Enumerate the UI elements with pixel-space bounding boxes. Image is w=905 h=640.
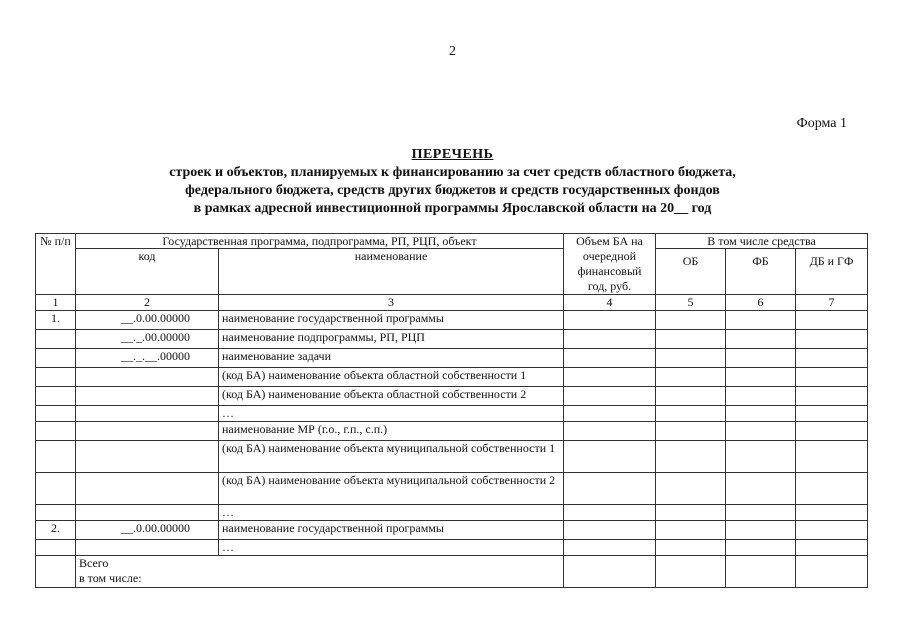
document-title <box>0 146 905 218</box>
page-number: 2 <box>449 44 456 59</box>
row-num <box>36 422 76 441</box>
row-code <box>76 473 219 505</box>
table-row <box>36 330 868 349</box>
title-line: в рамках адресной инвестиционной программы Ярославской области на 20__ год <box>193 201 712 216</box>
table-row <box>36 540 868 556</box>
header-volume: Объем БА на очередной финансовый год, руб. <box>564 234 656 295</box>
row-name: (код БА) наименование объекта муниципальной собственности 2 <box>219 473 564 505</box>
row-name: (код БА) наименование объекта муниципальной собственности 1 <box>219 441 564 473</box>
row-name: наименование подпрограммы, РП, РЦП <box>219 330 564 349</box>
table-row <box>36 505 868 521</box>
header-including: В том числе средства <box>656 234 868 249</box>
total-line: в том числе: <box>79 571 142 585</box>
row-name: (код БА) наименование объекта областной собственности 2 <box>219 387 564 406</box>
column-number: 7 <box>796 295 868 311</box>
row-code: __.0.00.00000 <box>76 521 219 540</box>
header-ob: ОБ <box>656 249 726 295</box>
table-row <box>36 311 868 330</box>
column-number: 4 <box>564 295 656 311</box>
row-name: … <box>219 505 564 521</box>
row-code <box>76 387 219 406</box>
table-row <box>36 387 868 406</box>
row-name: … <box>219 540 564 556</box>
row-num <box>36 387 76 406</box>
row-code <box>76 540 219 556</box>
row-name: наименование государственной программы <box>219 311 564 330</box>
table-row <box>36 441 868 473</box>
row-num <box>36 473 76 505</box>
row-code <box>76 368 219 387</box>
row-num <box>36 406 76 422</box>
column-number: 1 <box>36 295 76 311</box>
total-row <box>36 556 868 588</box>
header-code: код <box>76 249 219 295</box>
column-number: 3 <box>219 295 564 311</box>
row-num <box>36 441 76 473</box>
table-row <box>36 422 868 441</box>
header-num: № п/п <box>36 234 76 295</box>
row-name: … <box>219 406 564 422</box>
row-code: __._.00.00000 <box>76 330 219 349</box>
total-line: Всего <box>79 556 109 570</box>
title-main: ПЕРЕЧЕНЬ <box>411 147 494 162</box>
row-code <box>76 505 219 521</box>
column-number: 5 <box>656 295 726 311</box>
row-num <box>36 330 76 349</box>
title-line: строек и объектов, планируемых к финансированию за счет средств областного бюджета, <box>169 165 736 180</box>
table-row <box>36 473 868 505</box>
row-num <box>36 540 76 556</box>
row-name: наименование задачи <box>219 349 564 368</box>
row-code: __.0.00.00000 <box>76 311 219 330</box>
table-row <box>36 349 868 368</box>
row-name: (код БА) наименование объекта областной собственности 1 <box>219 368 564 387</box>
row-code: __._.__.00000 <box>76 349 219 368</box>
investment-table <box>35 233 867 588</box>
column-number: 6 <box>726 295 796 311</box>
row-code <box>76 406 219 422</box>
table-row <box>36 521 868 540</box>
header-fb: ФБ <box>726 249 796 295</box>
form-label: Форма 1 <box>796 116 847 131</box>
title-line: федерального бюджета, средств других бюджетов и средств государственных фондов <box>185 183 720 198</box>
total-label <box>76 556 564 588</box>
row-code <box>76 422 219 441</box>
row-num: 1. <box>36 311 76 330</box>
header-name: наименование <box>219 249 564 295</box>
row-code <box>76 441 219 473</box>
row-num: 2. <box>36 521 76 540</box>
row-name: наименование МР (г.о., г.п., с.п.) <box>219 422 564 441</box>
table-row <box>36 368 868 387</box>
header-db-gf: ДБ и ГФ <box>796 249 868 295</box>
column-number: 2 <box>76 295 219 311</box>
row-num <box>36 349 76 368</box>
row-num <box>36 505 76 521</box>
row-num <box>36 368 76 387</box>
table-row <box>36 406 868 422</box>
row-name: наименование государственной программы <box>219 521 564 540</box>
header-program-group: Государственная программа, подпрограмма, РП, РЦП, объект <box>76 234 564 249</box>
